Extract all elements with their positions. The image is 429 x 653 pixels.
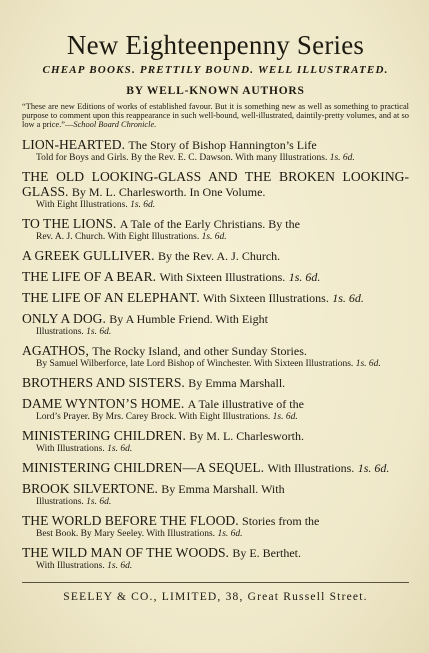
page-title: New Eighteenpenny Series	[66, 30, 365, 60]
book-entry	[22, 169, 409, 211]
book-price: 1s. 6d.	[86, 327, 112, 337]
book-price: 1s. 6d.	[355, 359, 381, 369]
book-entry-heading	[22, 311, 409, 327]
book-lead-text: By M. L. Charlesworth. In One Volume.	[71, 185, 266, 199]
book-title: THE WORLD BEFORE THE FLOOD.	[22, 513, 239, 528]
book-title: MINISTERING CHILDREN.	[22, 428, 186, 443]
book-detail-text: With Eight Illustrations.	[36, 200, 128, 210]
book-entry	[22, 343, 409, 370]
book-detail-text: Told for Boys and Girls. By the Rev. E. C. Dawson. With many Illustrations.	[36, 153, 328, 163]
book-price: 1s. 6d.	[107, 444, 133, 454]
book-detail	[22, 153, 409, 164]
book-price: 1s. 6d.	[86, 497, 112, 507]
book-title: A GREEK GULLIVER.	[22, 248, 155, 263]
book-lead-text: Stories from the	[242, 514, 320, 528]
book-entry	[22, 428, 409, 455]
book-price: 1s. 6d.	[332, 291, 364, 305]
book-entry-heading	[22, 290, 409, 306]
book-price: 1s. 6d.	[288, 270, 321, 284]
book-detail-text: Illustrations.	[36, 327, 84, 337]
book-detail-text: With Illustrations.	[36, 444, 105, 454]
book-title: AGATHOS,	[22, 343, 89, 358]
book-lead-text: With Sixteen Illustrations.	[159, 270, 286, 284]
book-title: MINISTERING CHILDREN—A SEQUEL.	[22, 460, 265, 475]
book-title: THE WILD MAN OF THE WOODS.	[22, 545, 229, 560]
book-entry-heading	[22, 375, 409, 391]
book-lead-text: With Sixteen Illustrations.	[203, 291, 329, 305]
book-entry	[22, 248, 409, 264]
book-detail	[22, 232, 409, 243]
book-detail-text: Lord’s Prayer. By Mrs. Carey Brock. With Eight Illustrations.	[36, 412, 271, 422]
book-title: BROOK SILVERTONE.	[22, 481, 158, 496]
book-detail-text: By Samuel Wilberforce, late Lord Bishop of Winchester. With Sixteen Illustrations.	[36, 359, 354, 369]
book-entry	[22, 460, 409, 476]
book-entry-heading	[22, 137, 409, 153]
book-detail-text: With Illustrations.	[36, 561, 105, 571]
book-lead-text: A Tale of the Early Christians. By the	[119, 217, 300, 231]
book-entry	[22, 269, 409, 285]
quote-text: “These are new Editions of works of established favour. But it is something new as well as something to practical purpose to comment upon this reappearance in such well-bound, well-illustrated, daintily-pretty volumes, and at so low a price.”—	[22, 102, 409, 129]
book-lead-text: By E. Berthet.	[232, 546, 301, 560]
book-detail	[22, 412, 409, 423]
book-entry	[22, 513, 409, 540]
book-entry-heading	[22, 481, 409, 497]
book-entry-heading	[22, 169, 409, 200]
book-entry-heading	[22, 216, 409, 232]
publisher-footer: SEELEY & CO., LIMITED, 38, Great Russell Street.	[22, 582, 409, 603]
book-price: 1s. 6d.	[357, 461, 390, 475]
book-price: 1s. 6d.	[130, 200, 156, 210]
book-entry	[22, 290, 409, 306]
book-entry-heading	[22, 428, 409, 444]
book-detail	[22, 529, 409, 540]
book-entry	[22, 375, 409, 391]
book-lead-text: With Illustrations.	[267, 461, 355, 475]
book-price: 1s. 6d.	[201, 232, 227, 242]
book-lead-text: The Rocky Island, and other Sunday Stories.	[92, 344, 307, 358]
book-lead-text: The Story of Bishop Hannington’s Life	[128, 138, 317, 152]
book-entry-heading	[22, 248, 409, 264]
book-lead-text: By M. L. Charlesworth.	[189, 429, 304, 443]
book-lead-text: A Tale illustrative of the	[187, 397, 304, 411]
book-entry-heading	[22, 460, 409, 476]
quote-source: School Board Chronicle.	[73, 120, 157, 129]
book-detail	[22, 327, 409, 338]
book-entry	[22, 396, 409, 423]
book-entry-heading	[22, 545, 409, 561]
book-title: TO THE LIONS.	[22, 216, 117, 231]
book-entry	[22, 311, 409, 338]
book-detail	[22, 359, 409, 370]
book-detail-text: Best Book. By Mary Seeley. With Illustrations.	[36, 529, 216, 539]
book-entry-heading	[22, 513, 409, 529]
book-detail	[22, 200, 409, 211]
book-price: 1s. 6d.	[272, 412, 298, 422]
book-price: 1s. 6d.	[329, 153, 355, 163]
book-entry	[22, 545, 409, 572]
book-entry	[22, 216, 409, 243]
book-entry	[22, 481, 409, 508]
book-detail	[22, 561, 409, 572]
book-title: THE OLD LOOKING-GLASS AND THE BROKEN LOOKING-GLASS.	[22, 169, 409, 199]
review-quote	[22, 102, 409, 129]
book-title: LION-HEARTED.	[22, 137, 126, 152]
page-subtitle: CHEAP BOOKS. PRETTILY BOUND. WELL ILLUSTRATED.	[42, 64, 389, 76]
book-entry-heading	[22, 396, 409, 412]
book-detail-text: Rev. A. J. Church. With Eight Illustrations.	[36, 232, 200, 242]
book-entry-heading	[22, 343, 409, 359]
book-lead-text: By the Rev. A. J. Church.	[157, 249, 281, 263]
book-detail	[22, 444, 409, 455]
book-detail	[22, 497, 409, 508]
book-lead-text: By Emma Marshall.	[188, 376, 286, 390]
book-price: 1s. 6d.	[107, 561, 133, 571]
authors-heading: BY WELL-KNOWN AUTHORS	[126, 85, 305, 97]
book-title: BROTHERS AND SISTERS.	[22, 375, 185, 390]
book-list	[22, 137, 409, 572]
book-lead-text: By A Humble Friend. With Eight	[109, 312, 268, 326]
book-price: 1s. 6d.	[217, 529, 243, 539]
book-title: THE LIFE OF A BEAR.	[22, 269, 157, 284]
book-entry	[22, 137, 409, 164]
book-title: DAME WYNTON’S HOME.	[22, 396, 185, 411]
book-lead-text: By Emma Marshall. With	[161, 482, 285, 496]
book-entry-heading	[22, 269, 409, 285]
book-title: ONLY A DOG.	[22, 311, 106, 326]
book-detail-text: Illustrations.	[36, 497, 84, 507]
book-title: THE LIFE OF AN ELEPHANT.	[22, 290, 200, 305]
